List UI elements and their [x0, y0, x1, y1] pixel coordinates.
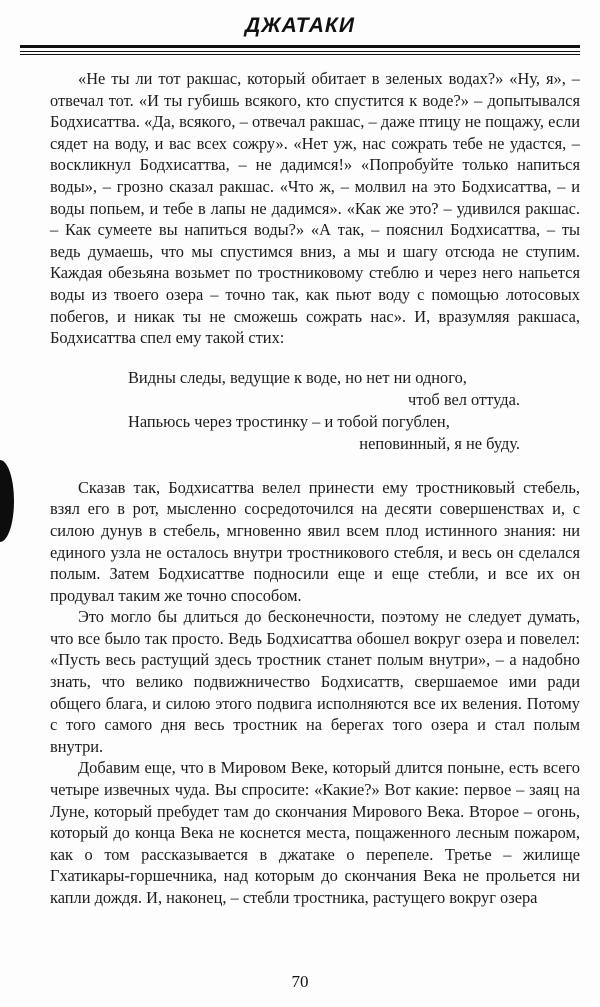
- verse-block: [128, 367, 520, 455]
- paragraph-endless: Это могло бы длиться до бесконечности, поэтому не следует думать, что все было так просто. Ведь Бодхисаттва обошел вокруг озера и повелел: «Пусть весь растущий здесь тростник станет полым внутри», – а надобно знать, что велико подвижничество Бодхисаттв, свершаемое ими ради общего блага, и силою этого подвига исполняются все их веления. Потому с того самого дня весь тростник на берегах того озера и стал полым внутри.: [50, 607, 580, 756]
- paragraph-dialogue: «Не ты ли тот ракшас, который обитает в зеленых водах?» «Ну, я», – отвечал тот. «И ты губишь всякого, кто спустится к воде?» – допытывался Бодхисаттва. «Да, всякого, – отвечал ракшас, – даже птицу не пощажу, если сядет на воду, и вас всех сожру». «Нет уж, нас сожрать тебе не удастся, – воскликнул Бодхисаттва, – не дадимся!» «Попробуйте только напиться воды», – грозно сказал ракшас. «Что ж, – молвил на это Бодхисаттва, – и воды попьем, и тебе в лапы не дадимся». «Как же это? – удивился ракшас. – Как сумеете вы напиться воды?» «А так, – пояснил Бодхисаттва, – ты ведь думаешь, что мы спустимся вниз, а мы и шагу отсюда не ступим. Каждая обезьяна возьмет по тростниковому стеблю и через него напьется воды из твоего озера – точно так, как пьют воду с помощью лотосовых побегов, и никак ты не сможешь сожрать нас». И, вразумляя ракшаса, Бодхисаттва спел ему такой стих:: [50, 69, 580, 348]
- header-rule-thin: [20, 51, 580, 52]
- verse-line: чтоб вел оттуда.: [408, 389, 520, 409]
- paragraph-reed-stem: Сказав так, Бодхисаттва велел принести ему тростниковый стебель, взял его в рот, мысленно сосредоточился на десяти совершенствах и, с силою дунув в стебель, мгновенно явил всем плод истинного знания: ни единого узла не осталось внутри тростникового стебля, и весь он сделался полым. Затем Бодхисаттве подносили еще и еще стебли, и все их он продувал таким же точно способом.: [50, 477, 580, 605]
- verse-line: Напьюсь через тростинку – и тобой погублен,: [128, 411, 450, 431]
- header-rule-thin-lower: [20, 54, 580, 55]
- paragraph-four-wonders: Добавим еще, что в Мировом Веке, который длится поныне, есть всего четыре извечных чуда. Вы спросите: «Какие?» Вот какие: первое – заяц на Луне, который пребудет там до скончания Мирового Века. Второе – огонь, который до конца Века не коснется места, пощаженного лесным пожаром, как о том рассказывается в джатаке о перепеле. Третье – жилище Гхатикары-горшечника, над которым до скончания Века не прольется ни капли дождя. И, наконец, – стебли тростника, растущего вокруг озера: [50, 758, 580, 907]
- page-number: 70: [291, 972, 309, 991]
- verse-line: Видны следы, ведущие к воде, но нет ни одного,: [128, 367, 467, 387]
- header-rule-thick: [20, 45, 580, 48]
- running-head-title: ДЖАТАКИ: [245, 14, 355, 37]
- body-text: [50, 68, 580, 909]
- scan-edge-shadow: [0, 460, 14, 542]
- verse-line: неповинный, я не буду.: [359, 433, 520, 453]
